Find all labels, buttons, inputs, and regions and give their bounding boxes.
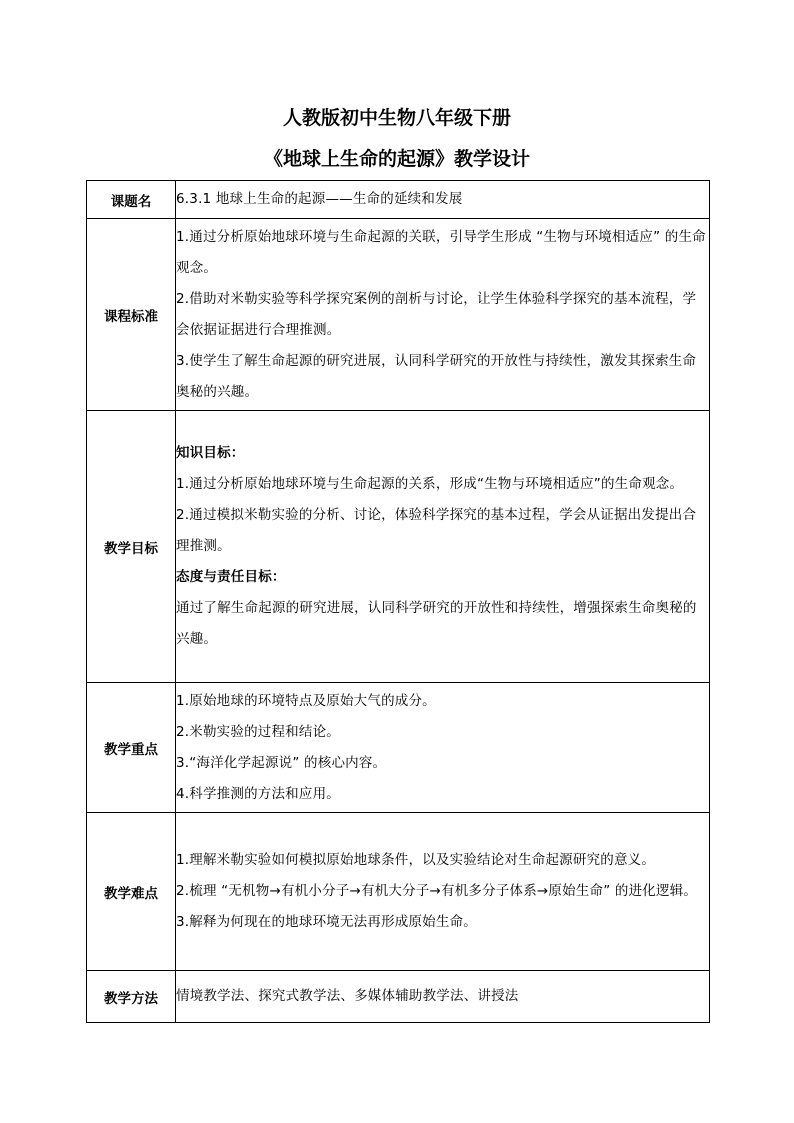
key-point-item: 2.米勒实验的过程和结论。 — [176, 723, 340, 740]
table-row-objectives — [87, 411, 710, 683]
row-label-key-points: 教学重点 — [87, 683, 176, 813]
key-points-content — [176, 683, 710, 813]
attitude-objectives-heading: 态度与责任目标： — [176, 569, 286, 585]
difficulty-item: 2.梳理 “无机物→有机小分子→有机大分子→有机多分子体系→原始生命” 的进化逻辑。 — [176, 883, 698, 899]
topic-text: 6.3.1 地球上生命的起源——生命的延续和发展 — [176, 181, 710, 219]
knowledge-objective-item: 2.通过模拟米勒实验的分析、讨论，体验科学探究的基本过程，学会从证据出发提出合理推测。 — [176, 507, 697, 554]
attitude-objective-text: 通过了解生命起源的研究进展，认同科学研究的开放性和持续性，增强探索生命奥秘的兴趣。 — [176, 600, 697, 647]
table-row-key-points — [87, 683, 710, 813]
row-label-objectives: 教学目标 — [87, 411, 176, 683]
standards-item: 3.使学生了解生命起源的研究进展，认同科学研究的开放性与持续性，激发其探索生命奥秘的兴趣。 — [176, 352, 697, 400]
lesson-plan-table — [86, 180, 710, 1023]
difficulty-item: 1.理解米勒实验如何模拟原始地球条件，以及实验结论对生命起源研究的意义。 — [176, 852, 656, 868]
standards-content — [176, 219, 710, 411]
methods-text: 情境教学法、探究式教学法、多媒体辅助教学法、讲授法 — [176, 971, 710, 1023]
standards-item: 1.通过分析原始地球环境与生命起源的关联，引导学生形成 “生物与环境相适应” 的生命观念。 — [176, 228, 706, 276]
table-row-methods — [87, 971, 710, 1023]
objectives-content — [176, 411, 710, 683]
key-point-item: 4.科学推测的方法和应用。 — [176, 785, 340, 802]
difficulty-item: 3.解释为何现在的地球环境无法再形成原始生命。 — [176, 914, 477, 930]
knowledge-objective-item: 1.通过分析原始地球环境与生命起源的关系，形成“生物与环境相适应”的生命观念。 — [176, 476, 684, 492]
row-label-difficulties: 教学难点 — [87, 813, 176, 971]
standards-item: 2.借助对米勒实验等科学探究案例的剖析与讨论，让学生体验科学探究的基本流程，学会依据证据进行合理推测。 — [176, 290, 697, 338]
difficulties-content — [176, 813, 710, 971]
key-point-item: 1.原始地球的环境特点及原始大气的成分。 — [176, 692, 436, 709]
table-row-standards — [87, 219, 710, 411]
key-point-item: 3.“海洋化学起源说” 的核心内容。 — [176, 754, 387, 771]
table-row-topic — [87, 181, 710, 219]
row-label-topic: 课题名 — [87, 181, 176, 219]
table-row-difficulties — [87, 813, 710, 971]
row-label-standards: 课程标准 — [87, 219, 176, 411]
knowledge-objectives-heading: 知识目标： — [176, 445, 245, 461]
document-title-lesson: 《地球上生命的起源》教学设计 — [263, 148, 530, 170]
document-title-course: 人教版初中生物八年级下册 — [282, 107, 511, 129]
row-label-methods: 教学方法 — [87, 971, 176, 1023]
